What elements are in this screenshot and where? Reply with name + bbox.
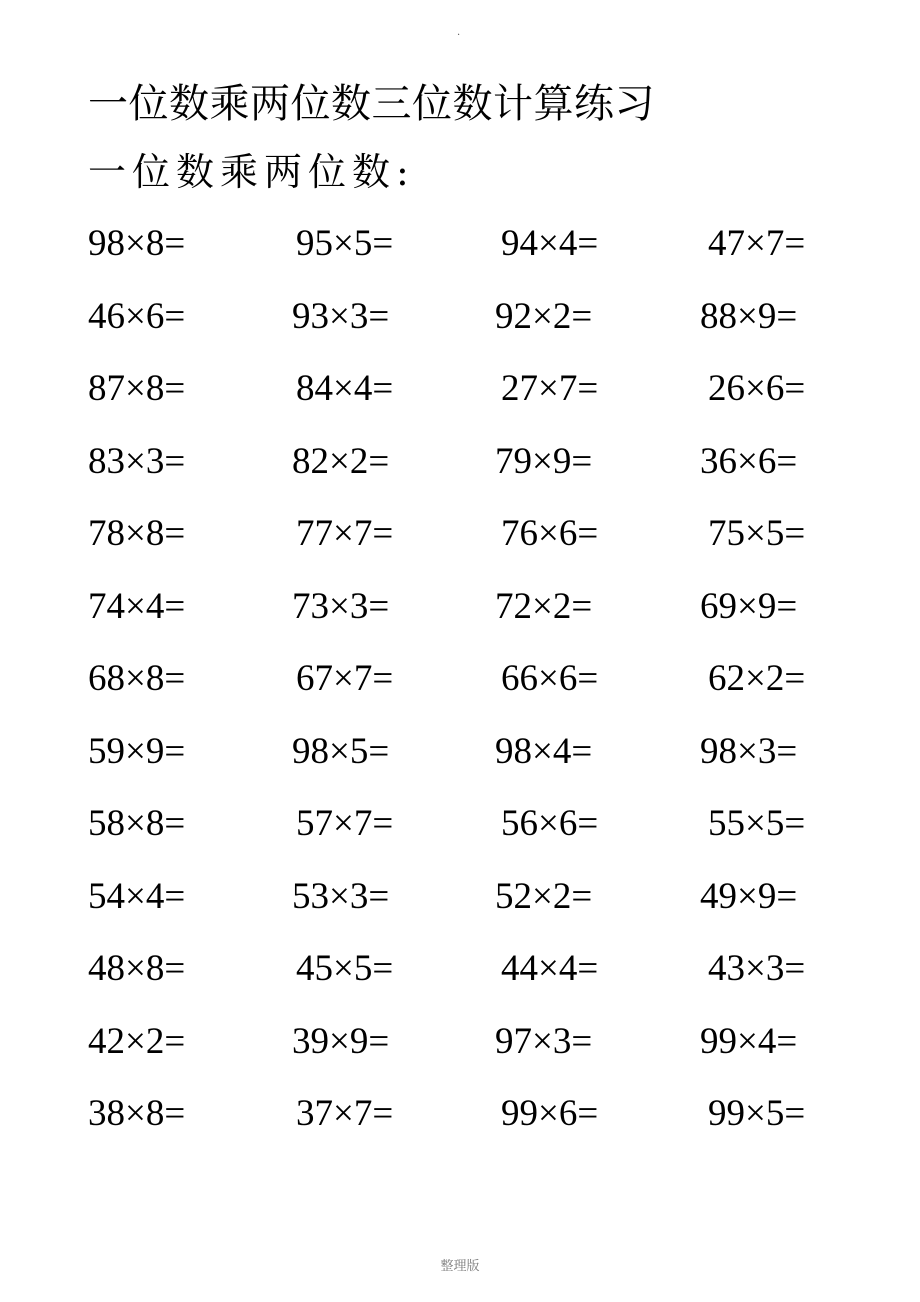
math-problem: 67×7= (296, 658, 394, 699)
problem-row (0, 794, 920, 867)
math-problem: 56×6= (501, 803, 599, 844)
math-problem: 57×7= (296, 803, 394, 844)
problem-row (0, 504, 920, 577)
header-mark: . (457, 27, 461, 38)
math-problem: 48×8= (88, 948, 186, 989)
math-problem: 69×9= (700, 585, 798, 627)
problem-row (0, 867, 920, 940)
problem-row (0, 1012, 920, 1085)
section-heading: 一位数乘两位数: (88, 150, 415, 194)
math-problem: 97×3= (495, 1020, 593, 1062)
math-problem: 62×2= (708, 658, 806, 699)
math-problem: 98×5= (292, 730, 390, 772)
math-problem: 66×6= (501, 658, 599, 699)
problem-row (0, 1084, 920, 1157)
problem-grid (0, 214, 920, 1157)
problem-row (0, 287, 920, 360)
math-problem: 74×4= (88, 585, 186, 627)
math-problem: 78×8= (88, 513, 186, 554)
math-problem: 49×9= (700, 875, 798, 917)
math-problem: 99×6= (501, 1093, 599, 1134)
math-problem: 88×9= (700, 295, 798, 337)
math-problem: 52×2= (495, 875, 593, 917)
math-problem: 58×8= (88, 803, 186, 844)
problem-row (0, 359, 920, 432)
math-problem: 92×2= (495, 295, 593, 337)
problem-row (0, 214, 920, 287)
math-problem: 75×5= (708, 513, 806, 554)
math-problem: 38×8= (88, 1093, 186, 1134)
math-problem: 47×7= (708, 223, 806, 264)
footer-label: 整理版 (440, 1259, 480, 1274)
math-problem: 45×5= (296, 948, 394, 989)
math-problem: 79×9= (495, 440, 593, 482)
math-problem: 99×5= (708, 1093, 806, 1134)
math-problem: 42×2= (88, 1020, 186, 1062)
math-problem: 84×4= (296, 368, 394, 409)
math-problem: 95×5= (296, 223, 394, 264)
math-problem: 54×4= (88, 875, 186, 917)
math-problem: 82×2= (292, 440, 390, 482)
math-problem: 93×3= (292, 295, 390, 337)
math-problem: 98×4= (495, 730, 593, 772)
problem-row (0, 649, 920, 722)
math-problem: 36×6= (700, 440, 798, 482)
math-problem: 46×6= (88, 295, 186, 337)
math-problem: 68×8= (88, 658, 186, 699)
math-problem: 26×6= (708, 368, 806, 409)
math-problem: 44×4= (501, 948, 599, 989)
math-problem: 83×3= (88, 440, 186, 482)
problem-row (0, 939, 920, 1012)
math-problem: 73×3= (292, 585, 390, 627)
math-problem: 87×8= (88, 368, 186, 409)
problem-row (0, 722, 920, 795)
math-problem: 77×7= (296, 513, 394, 554)
math-problem: 53×3= (292, 875, 390, 917)
page-title: 一位数乘两位数三位数计算练习 (88, 81, 655, 127)
math-problem: 39×9= (292, 1020, 390, 1062)
math-problem: 98×8= (88, 223, 186, 264)
math-problem: 37×7= (296, 1093, 394, 1134)
math-problem: 27×7= (501, 368, 599, 409)
math-problem: 76×6= (501, 513, 599, 554)
math-problem: 94×4= (501, 223, 599, 264)
problem-row (0, 432, 920, 505)
math-problem: 55×5= (708, 803, 806, 844)
math-problem: 72×2= (495, 585, 593, 627)
math-problem: 98×3= (700, 730, 798, 772)
problem-row (0, 577, 920, 650)
math-problem: 59×9= (88, 730, 186, 772)
math-problem: 99×4= (700, 1020, 798, 1062)
math-problem: 43×3= (708, 948, 806, 989)
